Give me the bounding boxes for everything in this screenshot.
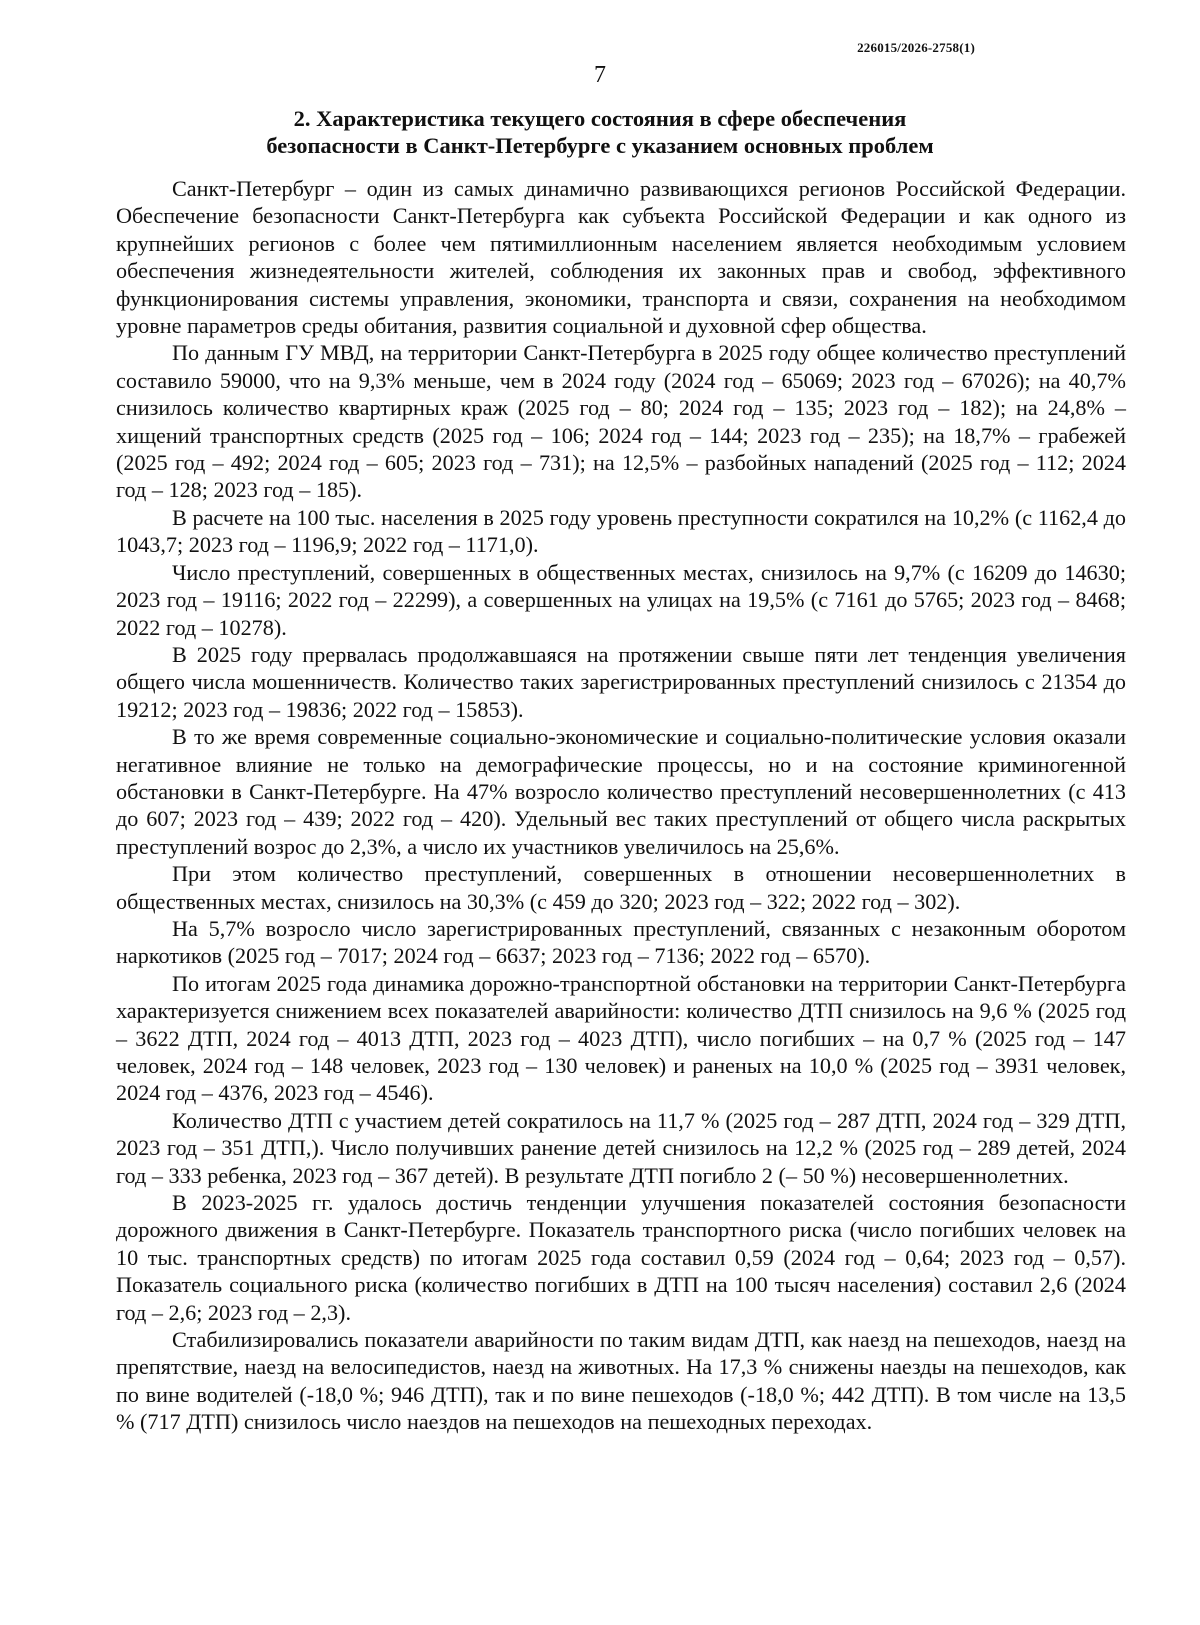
paragraph-pedestrian-accidents: Стабилизировались показатели аварийности по таким видам ДТП, как наезд на пешеходов, наезд на препятствие, наезд на велосипедистов, наезд на животных. На 17,3 % снижены наезды на пешеходов, как по вине водителей (-18,0 %; 946 ДТП), так и по вине пешеходов (-18,0 %; 442 ДТП). В том числе на 13,5 % (717 ДТП) снизилось число наездов на пешеходов на пешеходных переходах. (116, 1327, 1126, 1435)
paragraph-children-accidents: Количество ДТП с участием детей сократилось на 11,7 % (2025 год – 287 ДТП, 2024 год – 329 ДТП, 2023 год – 351 ДТП,). Число получивших ранение детей снизилось на 12,2 % (2025 год – 289 детей, 2024 год – 333 ребенка, 2023 год – 367 детей). В результате ДТП погибло 2 (– 50 %) несовершеннолетних. (116, 1107, 1126, 1188)
section-heading-line-2: безопасности в Санкт-Петербурге с указанием основных проблем (266, 133, 934, 158)
page-number: 7 (594, 62, 606, 88)
paragraph-crime-statistics: По данным ГУ МВД, на территории Санкт-Петербурга в 2025 году общее количество преступлений составило 59000, что на 9,3% меньше, чем в 2024 году (2024 год – 65069; 2023 год – 67026); на 40,7% снизилось количество квартирных краж (2025 год – 80; 2024 год – 135; 2023 год – 182); на 24,8% – хищений транспортных средств (2025 год – 106; 2024 год – 144; 2023 год – 235); на 18,7% – грабежей (2025 год – 492; 2024 год – 605; 2023 год – 731); на 12,5% – разбойных нападений (2025 год – 112; 2024 год – 128; 2023 год – 185). (116, 340, 1126, 503)
paragraph-crimes-against-minors: При этом количество преступлений, совершенных в отношении несовершеннолетних в общественных местах, снизилось на 30,3% (с 459 до 320; 2023 год – 322; 2022 год – 302). (116, 861, 1126, 914)
paragraph-fraud: В 2025 году прервалась продолжавшаяся на протяжении свыше пяти лет тенденция увеличения общего числа мошенничеств. Количество таких зарегистрированных преступлений снизилось с 21354 до 19212; 2023 год – 19836; 2022 год – 15853). (116, 641, 1126, 722)
paragraph-risk-indicators: В 2023-2025 гг. удалось достичь тенденции улучшения показателей состояния безопасности дорожного движения в Санкт-Петербурге. Показатель транспортного риска (число погибших человек на 10 тыс. транспортных средств) по итогам 2025 года составил 0,59 (2024 год – 0,64; 2023 год – 0,57). Показатель социального риска (количество погибших в ДТП на 100 тысяч населения) составил 2,6 (2024 год – 2,6; 2023 год – 2,3). (116, 1190, 1126, 1325)
section-heading-line-1: 2. Характеристика текущего состояния в сфере обеспечения (293, 106, 907, 131)
paragraph-road-traffic: По итогам 2025 года динамика дорожно-транспортной обстановки на территории Санкт-Петербурга характеризуется снижением всех показателей аварийности: количество ДТП снизилось на 9,6 % (2025 год – 3622 ДТП, 2024 год – 4013 ДТП, 2023 год – 4023 ДТП), число погибших – на 0,7 % (2025 год – 147 человек, 2024 год – 148 человек, 2023 год – 130 человек) и раненых на 10,0 % (2025 год – 3931 человек, 2024 год – 4376, 2023 год – 4546). (116, 970, 1126, 1106)
paragraph-juvenile-crime: В то же время современные социально-экономические и социально-политические условия оказали негативное влияние не только на демографические процессы, но и на состояние криминогенной обстановки в Санкт-Петербурге. На 47% возросло количество преступлений несовершеннолетних (с 413 до 607; 2023 год – 439; 2022 год – 420). Удельный вес таких преступлений от общего числа раскрытых преступлений возрос до 2,3%, а число их участников увеличилось на 25,6%. (116, 724, 1126, 859)
section-heading (160, 105, 1040, 159)
document-body (116, 175, 1126, 1436)
paragraph-drugs: На 5,7% возросло число зарегистрированных преступлений, связанных с незаконным оборотом наркотиков (2025 год – 7017; 2024 год – 6637; 2023 год – 7136; 2022 год – 6570). (116, 915, 1126, 969)
paragraph-public-places: Число преступлений, совершенных в общественных местах, снизилось на 9,7% (с 16209 до 14630; 2023 год – 19116; 2022 год – 22299), а совершенных на улицах на 19,5% (с 7161 до 5765; 2023 год – 8468; 2022 год – 10278). (116, 559, 1126, 640)
paragraph-intro: Санкт-Петербург – один из самых динамично развивающихся регионов Российской Федерации. Обеспечение безопасности Санкт-Петербурга как субъекта Российской Федерации и как одного из крупнейших регионов с более чем пятимиллионным населением является необходимым условием обеспечения жизнедеятельности жителей, соблюдения их законных прав и свобод, эффективного функционирования системы управления, экономики, транспорта и связи, сохранения на необходимом уровне параметров среды обитания, развития социальной и духовной сфер общества. (116, 176, 1126, 339)
document-registration-number: 226015/2026-2758(1) (857, 40, 975, 55)
paragraph-crime-rate: В расчете на 100 тыс. населения в 2025 году уровень преступности сократился на 10,2% (с 1162,4 до 1043,7; 2023 год – 1196,9; 2022 год – 1171,0). (116, 504, 1126, 558)
